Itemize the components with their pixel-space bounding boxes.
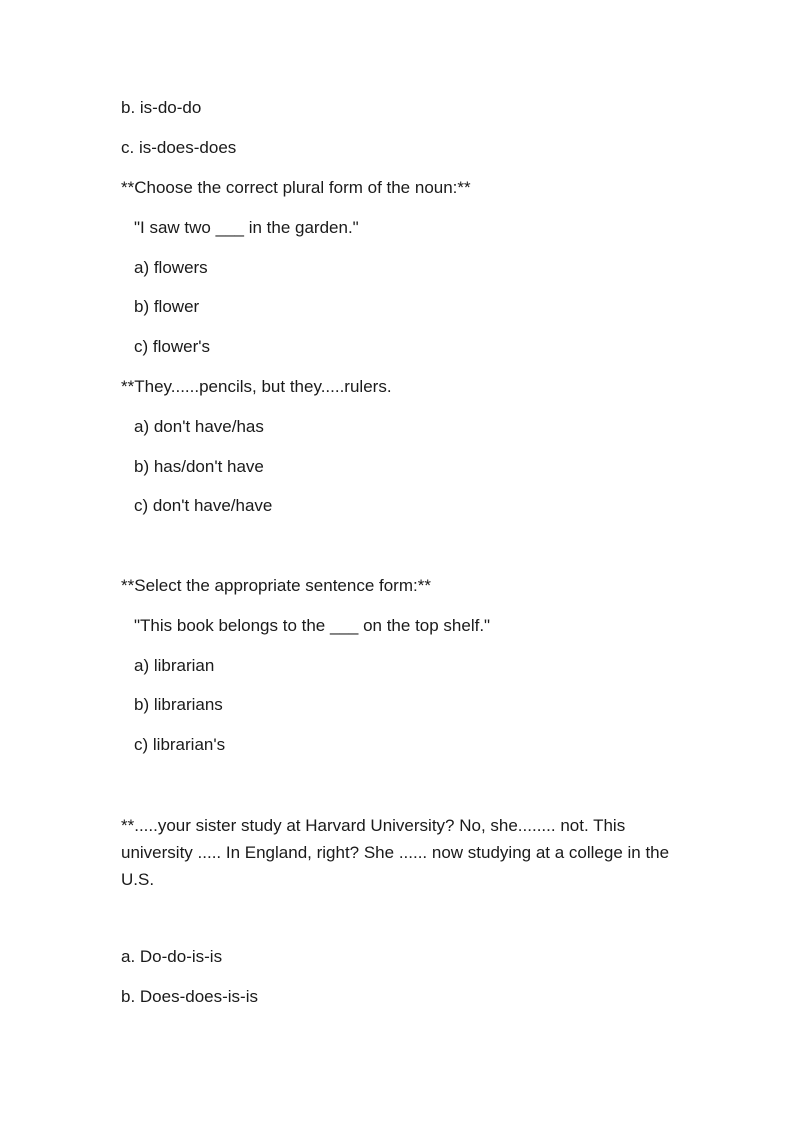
question-heading: **Select the appropriate sentence form:** xyxy=(121,576,431,595)
answer-option-b: b. is-do-do xyxy=(121,98,202,117)
question-sentence: "I saw two ___ in the garden." xyxy=(134,218,359,237)
answer-option-a: a) don't have/has xyxy=(134,417,264,436)
answer-option-c: c) flower's xyxy=(134,337,210,356)
answer-option-c: c) don't have/have xyxy=(134,496,273,515)
answer-option-a: a) librarian xyxy=(134,656,215,675)
answer-option-c: c) librarian's xyxy=(134,735,226,754)
answer-option-b: b) librarians xyxy=(134,695,223,714)
answer-option-a: a) flowers xyxy=(134,258,208,277)
answer-option-b: b) has/don't have xyxy=(134,457,264,476)
answer-option-b: b) flower xyxy=(134,297,200,316)
answer-option-a: a. Do-do-is-is xyxy=(121,947,223,966)
question-heading: **They......pencils, but they.....rulers. xyxy=(121,377,392,396)
answer-option-b: b. Does-does-is-is xyxy=(121,987,258,1006)
question-heading: **Choose the correct plural form of the noun:** xyxy=(121,178,471,197)
question-paragraph: **.....your sister study at Harvard University? No, she........ not. This university ..... In England, right? She ...... now studying at a college in the U.S. xyxy=(121,816,670,889)
answer-option-c: c. is-does-does xyxy=(121,138,237,157)
question-sentence: "This book belongs to the ___ on the top shelf." xyxy=(134,616,491,635)
